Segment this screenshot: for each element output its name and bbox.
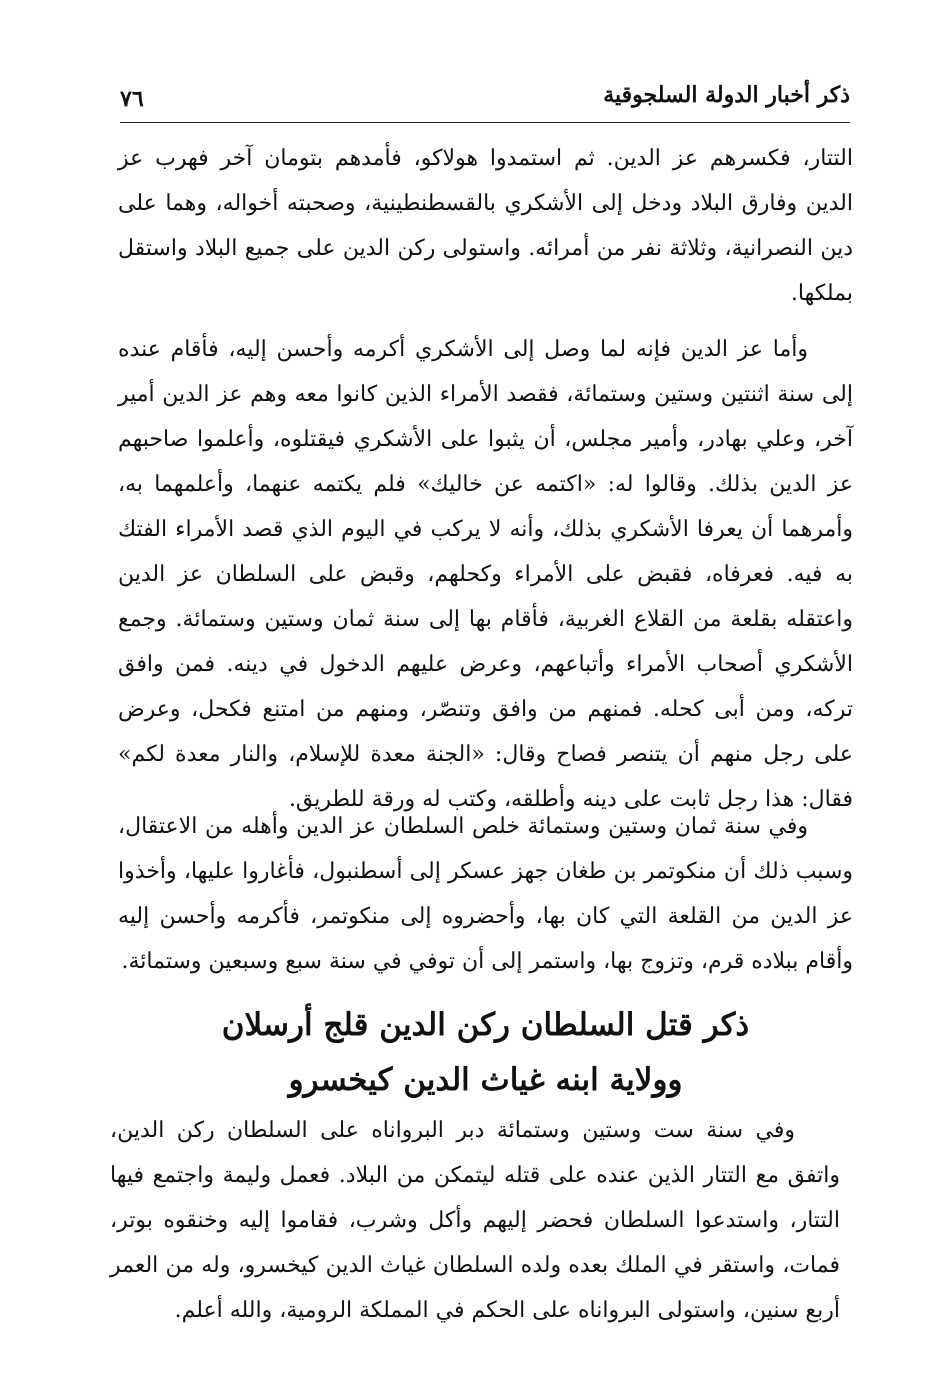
header-divider	[120, 122, 850, 123]
section-heading-line-1: ذكر قتل السلطان ركن الدين قلج أرسلان	[221, 1007, 750, 1043]
paragraph-2: وأما عز الدين فإنه لما وصل إلى الأشكري أكرمه وأحسن إليه، فأقام عنده إلى سنة اثنتين وستين وستمائة، فقصد الأمراء الذين كانوا معه وهم عز الدين أمير آخر، وعلي بهادر، وأمير مجلس، أن يثبوا على الأشكري فيقتلوه، وأعلموا صاحبهم عز الدين بذلك. وقالوا له: «اكتمه عن خاليك» فلم يكتمه عنهما، وأعلمهما به، وأمرهما أن يعرفا الأشكري بذلك، وأنه لا يركب في اليوم الذي قصد الأمراء الفتك به فيه. فعرفاه، فقبض على الأمراء وكحلهم، وقبض على السلطان عز الدين واعتقله بقلعة من القلاع الغربية، فأقام بها إلى سنة ثمان وستين وستمائة. وجمع الأشكري أصحاب الأمراء وأتباعهم، وعرض عليهم الدخول في دينه. فمن وافق تركه، ومن أبى كحله. فمنهم من وافق وتنصّر، ومنهم من امتنع فكحل، وعرض على رجل منهم أن يتنصر فصاح وقال: «الجنة معدة للإسلام، والنار معدة لكم» فقال: هذا رجل ثابت على دينه وأطلقه، وكتب له ورقة للطريق.	[118, 337, 853, 812]
section-paragraph: وفي سنة ست وستين وستمائة دبر البرواناه على السلطان ركن الدين، واتفق مع التتار الذين عنده على قتله ليتمكن من البلاد. فعمل وليمة واجتمع فيها التتار، واستدعوا السلطان فحضر إليهم وأكل وشرب، فقاموا إليه وخنقوه بوتر، فمات، واستقر في الملك بعده ولده السلطان غياث الدين كيخسرو، وله من العمر أربع سنين، واستولى البرواناه على الحكم في المملكة الرومية، والله أعلم.	[110, 1118, 840, 1323]
paragraph-3: وفي سنة ثمان وستين وستمائة خلص السلطان عز الدين وأهله من الاعتقال، وسبب ذلك أن منكوتمر بن طغان جهز عسكر إلى أسطنبول، فأغاروا عليها، وأخذوا عز الدين من القلعة التي كان بها، وأحضروه إلى منكوتمر، فأكرمه وأحسن إليه وأقام ببلاده قرم، وتزوج بها، واستمر إلى أن توفي في سنة سبع وسبعين وستمائة.	[118, 814, 853, 974]
section-heading	[118, 998, 853, 1108]
section-heading-line-2: وولاية ابنه غياث الدين كيخسرو	[288, 1062, 683, 1098]
running-header	[120, 72, 850, 120]
page-number: ٧٦	[120, 86, 144, 112]
paragraph-1: التتار، فكسرهم عز الدين. ثم استمدوا هولاكو، فأمدهم بتومان آخر فهرب عز الدين وفارق البلاد ودخل إلى الأشكري بالقسطنطينية، وصحبته أخواله، وهما على دين النصرانية، وثلاثة نفر من أمرائه. واستولى ركن الدين على جميع البلاد واستقل بملكها.	[118, 146, 853, 306]
running-header-title: ذكر أخبار الدولة السلجوقية	[603, 82, 850, 108]
